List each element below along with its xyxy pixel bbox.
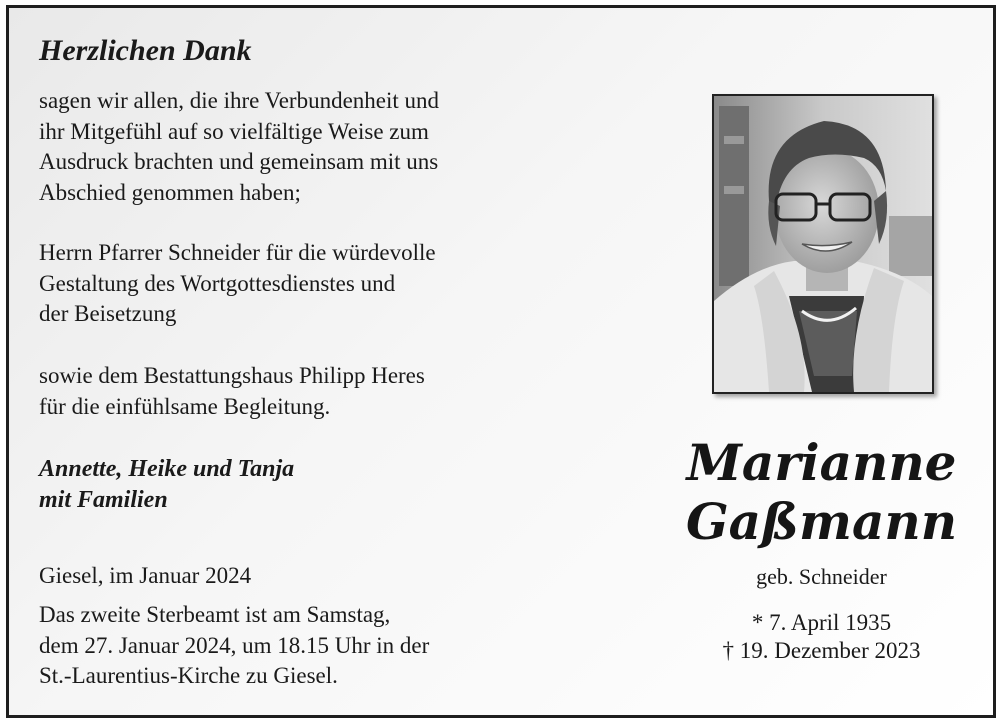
portrait-icon <box>714 96 932 392</box>
portrait-photo <box>712 94 934 394</box>
memorial-mass-note <box>39 600 429 692</box>
text-line: Das zweite Sterbeamt ist am Samstag, <box>39 602 391 627</box>
text-line: Ausdruck brachten und gemeinsam mit uns <box>39 149 439 174</box>
signature-line: mit Familien <box>39 487 168 513</box>
deceased-last-name: Gaßmann <box>685 492 958 551</box>
birth-date: * 7. April 1935 <box>751 610 892 635</box>
signature-line: Annette, Heike und Tanja <box>39 456 295 482</box>
maiden-name: geb. Schneider <box>756 564 887 589</box>
text-line: Herrn Pfarrer Schneider für die würdevolle <box>39 240 436 265</box>
place-date: Giesel, im Januar 2024 <box>39 563 252 588</box>
death-date: † 19. Dezember 2023 <box>722 638 921 663</box>
thanks-paragraph <box>39 86 439 208</box>
text-line: der Beisetzung <box>39 301 177 326</box>
deceased-first-name: Marianne <box>686 433 957 492</box>
text-line: ihr Mitgefühl auf so vielfältige Weise zum <box>39 118 429 144</box>
text-line: sowie dem Bestattungshaus Philipp Heres <box>39 363 425 388</box>
text-line: für die einfühlsame Begleitung. <box>39 393 331 419</box>
text-line: sagen wir allen, die ihre Verbundenheit und <box>39 88 440 113</box>
heading: Herzlichen Dank <box>39 34 252 67</box>
text-line: Abschied genommen haben; <box>39 179 301 205</box>
pastor-paragraph <box>39 238 436 330</box>
obituary-card <box>6 5 996 718</box>
text-line: Gestaltung des Wortgottesdienstes und <box>39 270 396 296</box>
funeral-home-paragraph <box>39 361 425 422</box>
signature <box>39 454 294 516</box>
text-line: St.-Laurentius-Kirche zu Giesel. <box>39 663 338 688</box>
text-line: dem 27. Januar 2024, um 18.15 Uhr in der <box>39 632 430 658</box>
